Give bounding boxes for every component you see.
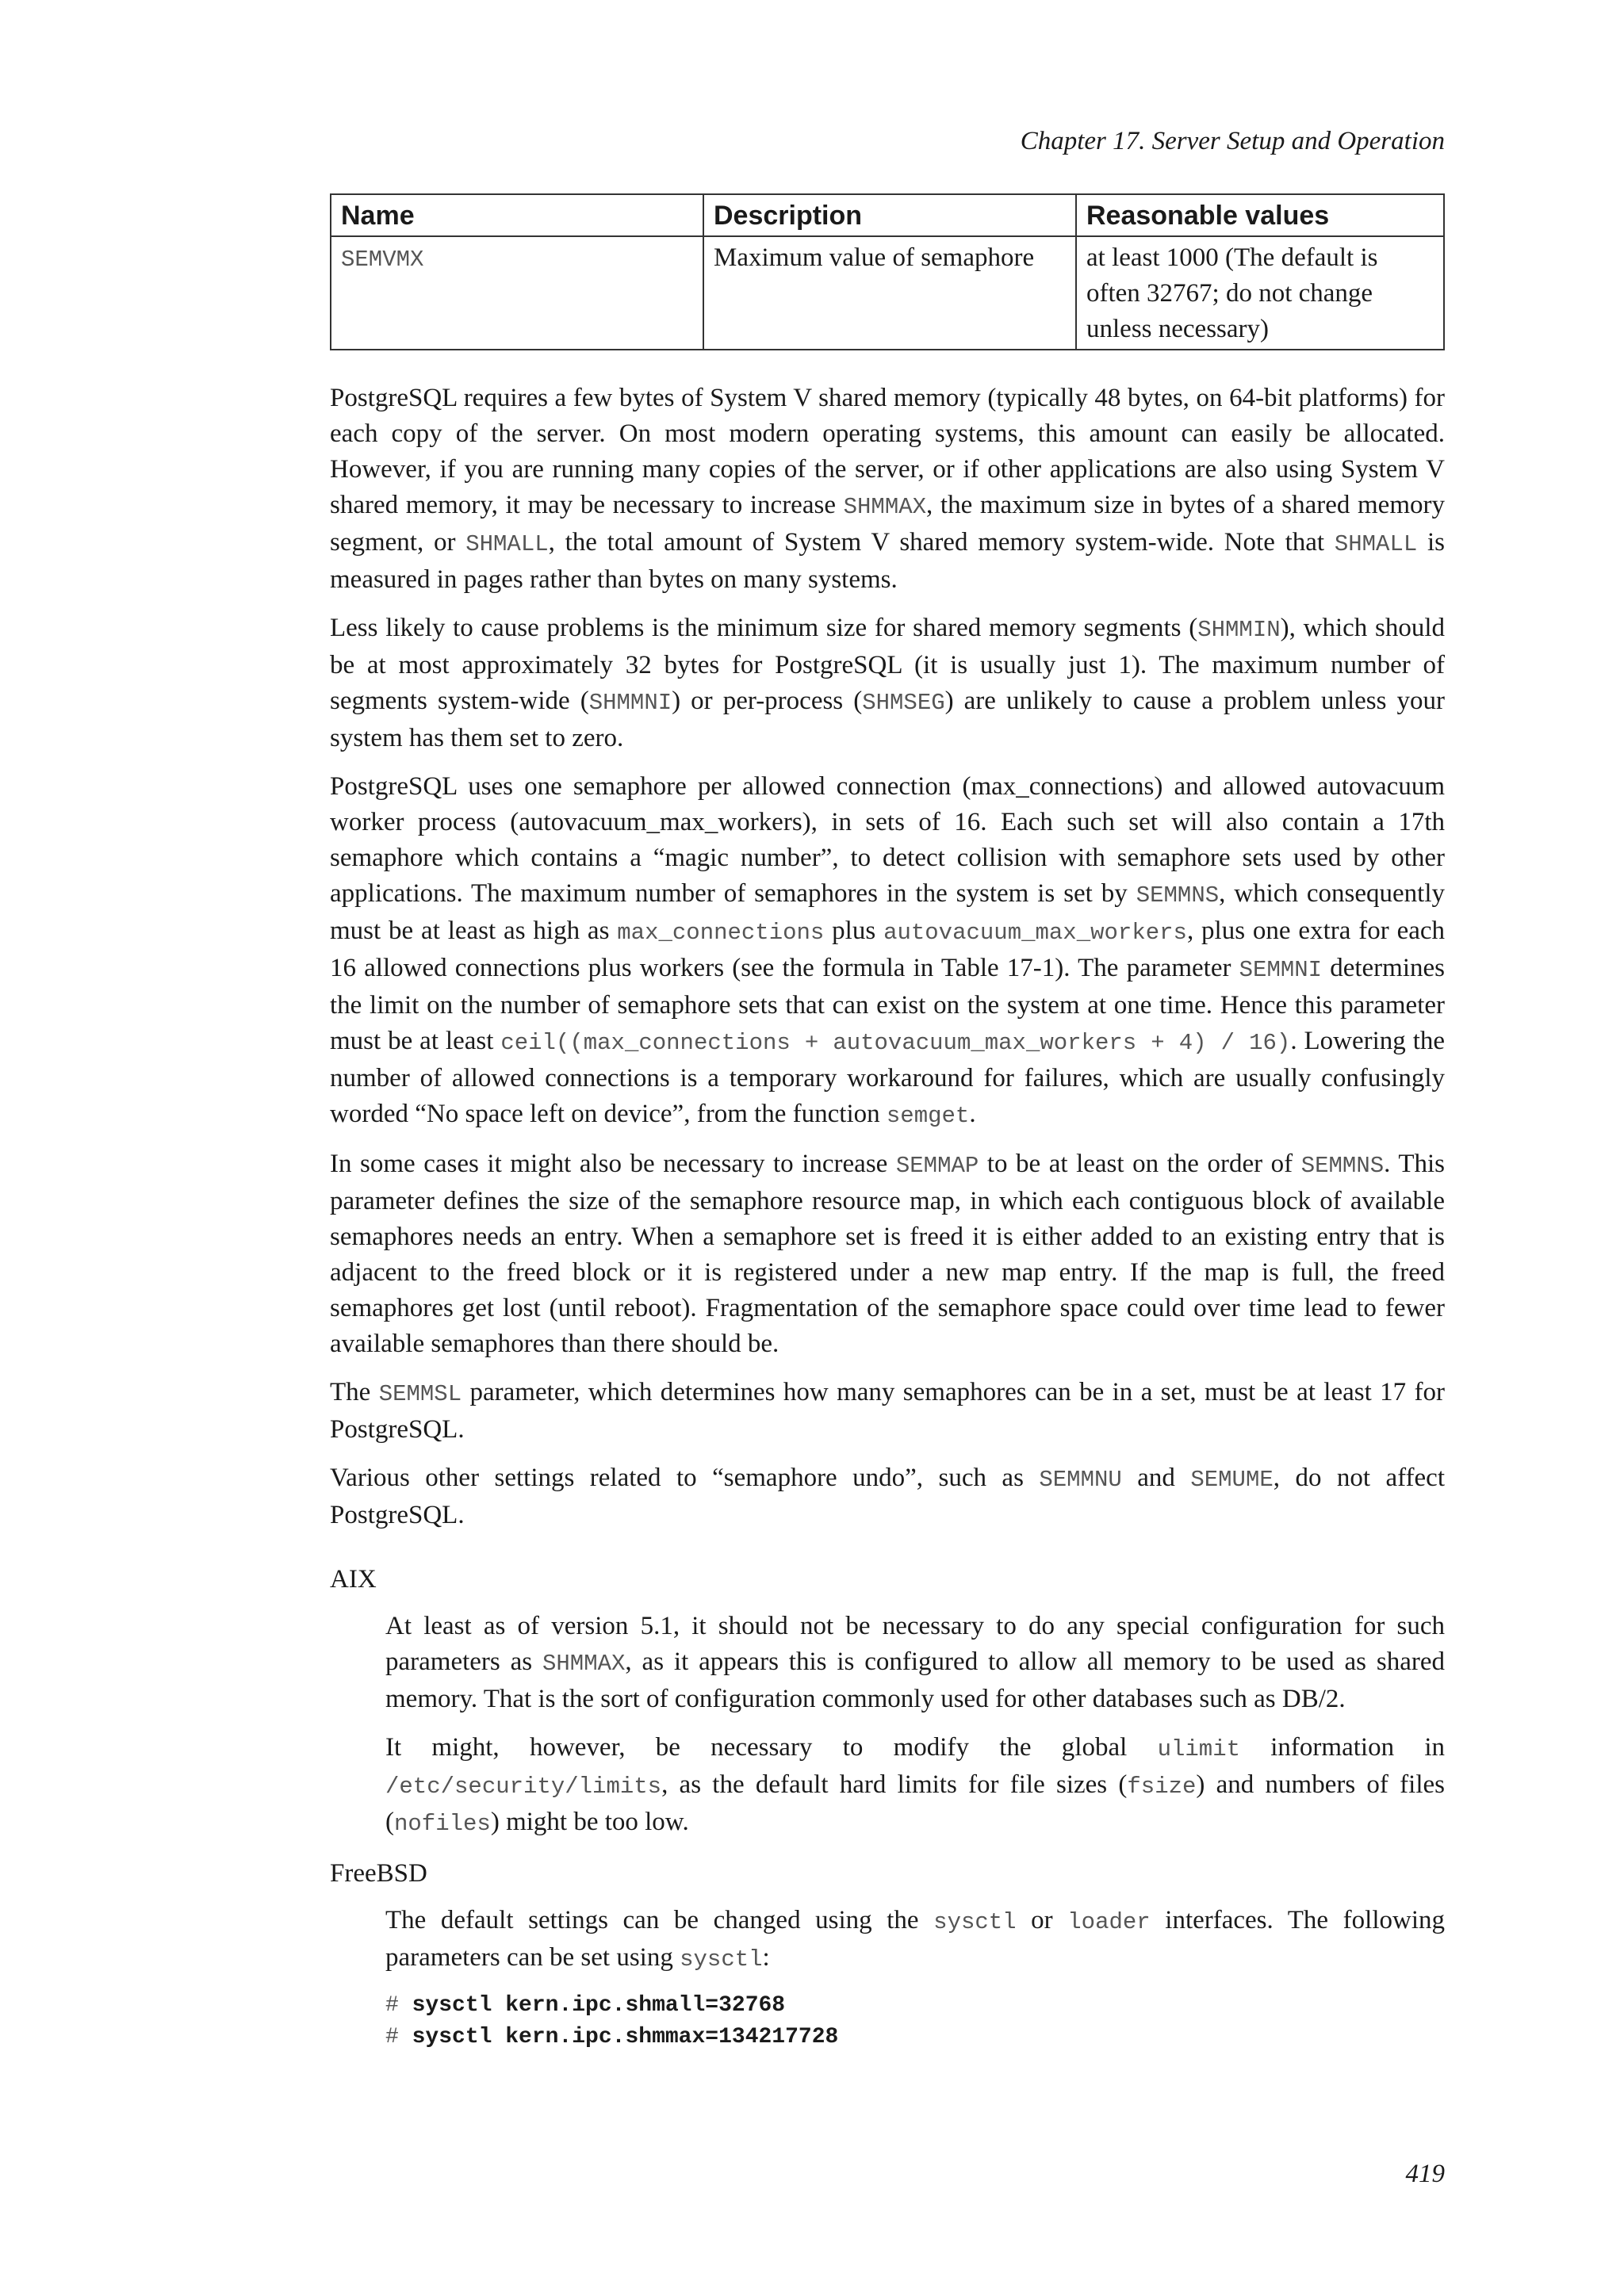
code-semmnu: SEMMNU bbox=[1039, 1467, 1122, 1493]
text-run: parameter, which determines how many semaphores can be in a set, must be at least 17 for PostgreSQL. bbox=[330, 1378, 1445, 1444]
text-run: plus bbox=[824, 916, 884, 945]
page-number: 419 bbox=[1405, 2160, 1445, 2188]
text-run: to be at least on the order of bbox=[979, 1150, 1301, 1178]
text-run: , as the default hard limits for file sizes ( bbox=[661, 1770, 1128, 1799]
column-header-reasonable-values: Reasonable values bbox=[1076, 194, 1444, 236]
code-semget: semget bbox=[886, 1103, 970, 1129]
code-semume: SEMUME bbox=[1190, 1467, 1274, 1493]
text-run: The bbox=[330, 1378, 379, 1406]
semaphore-parameters-table bbox=[330, 193, 1445, 350]
text-run: : bbox=[762, 1943, 770, 1972]
paragraph-semmsl bbox=[330, 1375, 1445, 1448]
code-nofiles: nofiles bbox=[394, 1811, 491, 1837]
text-run: or bbox=[1016, 1906, 1068, 1934]
code-shmmax: SHMMAX bbox=[542, 1651, 626, 1677]
code-sysctl: sysctl bbox=[680, 1946, 763, 1973]
text-run: At least as of version 5.1, it should not be necessary to do any special configuration for such parameters as bbox=[385, 1612, 1445, 1676]
table-cell-value: at least 1000 (The default is often 32767; do not change unless necessary) bbox=[1076, 236, 1444, 350]
code-line bbox=[385, 2022, 1445, 2053]
paragraph-aix-shmmax bbox=[385, 1609, 1445, 1717]
code-shmmin: SHMMIN bbox=[1197, 617, 1281, 643]
text-run: Various other settings related to “semaphore undo”, such as bbox=[330, 1464, 1040, 1492]
code-limits-path: /etc/security/limits bbox=[385, 1774, 662, 1800]
code-shmall: SHMALL bbox=[465, 531, 549, 557]
text-run: . bbox=[969, 1100, 976, 1128]
code-max-connections: max_connections bbox=[617, 920, 825, 946]
text-run: information in bbox=[1240, 1733, 1446, 1762]
text-run: ) or per-process ( bbox=[672, 687, 863, 715]
code-sysctl: sysctl bbox=[933, 1909, 1017, 1935]
shell-command: sysctl kern.ipc.shmmax=134217728 bbox=[412, 2025, 839, 2049]
paragraph-aix-ulimit bbox=[385, 1730, 1445, 1842]
code-autovacuum-max-workers: autovacuum_max_workers bbox=[883, 920, 1187, 946]
table-header-row bbox=[331, 194, 1444, 236]
column-header-name: Name bbox=[331, 194, 703, 236]
code-ulimit: ulimit bbox=[1157, 1736, 1240, 1762]
text-run: , plus one extra for each 16 allowed connections plus workers (see the formula in Table 17-1). The parameter bbox=[330, 916, 1446, 982]
text-run: interfaces. The following parameters can be set using bbox=[385, 1906, 1445, 1972]
parameter-name: SEMVMX bbox=[341, 247, 424, 273]
text-run: ), which should be at most approximately 32 bytes for PostgreSQL (it is usually just 1). The maximum number of segments system-wide ( bbox=[330, 614, 1445, 715]
code-line bbox=[385, 1990, 1445, 2022]
text-run: is measured in pages rather than bytes on many systems. bbox=[330, 528, 1446, 594]
text-run: and bbox=[1121, 1464, 1191, 1492]
paragraph-semaphore-undo bbox=[330, 1460, 1445, 1533]
code-semmns: SEMMNS bbox=[1136, 882, 1220, 909]
text-run: , as it appears this is configured to allow all memory to be used as shared memory. That is the sort of configuration commonly used for other databases such as DB/2. bbox=[385, 1647, 1445, 1713]
code-block bbox=[385, 1990, 1445, 2053]
aix-definition bbox=[385, 1609, 1445, 1842]
paragraph-shmmin bbox=[330, 610, 1445, 756]
code-semmni: SEMMNI bbox=[1239, 957, 1323, 983]
text-run: ) might be too low. bbox=[490, 1808, 689, 1836]
paragraph-semaphores bbox=[330, 769, 1445, 1134]
running-head: Chapter 17. Server Setup and Operation bbox=[1020, 127, 1445, 155]
code-semmns: SEMMNS bbox=[1300, 1153, 1385, 1179]
table-row bbox=[331, 236, 1444, 350]
paragraph-shared-memory bbox=[330, 381, 1445, 598]
text-run: , the total amount of System V shared memory system-wide. Note that bbox=[548, 528, 1335, 557]
paragraph-semmap bbox=[330, 1146, 1445, 1362]
text-run: determines the limit on the number of semaphore sets that can exist on the system at one time. Hence this parameter must be at least bbox=[330, 954, 1446, 1055]
code-shmall: SHMALL bbox=[1334, 531, 1418, 557]
text-run: ) and numbers of files ( bbox=[385, 1770, 1445, 1836]
text-run: PostgreSQL uses one semaphore per allowed connection (max_connections) and allowed autovacuum worker process (autovacuum_max_workers), in sets of 16. Each such set will also contain a 17th semaphore which contains a “magic number”, to detect collision with semaphore sets used by other applications. The maximum number of semaphores in the system is set by bbox=[330, 772, 1445, 908]
text-run: . This parameter defines the size of the semaphore resource map, in which each contiguous block of available semaphores needs an entry. When a semaphore set is freed it is either added to an existing entry that is adjacent to the freed block or it is registered under a new map entry. If the map is full, the freed semaphores get lost (until reboot). Fragmentation of the semaphore space could over time lead to fewer available semaphores than there should be. bbox=[330, 1150, 1445, 1358]
code-shmmax: SHMMAX bbox=[843, 494, 927, 520]
code-shmmni: SHMMNI bbox=[588, 690, 672, 716]
freebsd-definition bbox=[385, 1903, 1445, 1977]
code-semmsl: SEMMSL bbox=[378, 1381, 462, 1407]
text-run: . Lowering the number of allowed connections is a temporary workaround for failures, which are usually confusingly worded “No space left on device”, from the function bbox=[330, 1027, 1446, 1128]
text-run: The default settings can be changed using the bbox=[385, 1906, 934, 1934]
table-cell-name bbox=[331, 236, 703, 350]
paragraph-freebsd-sysctl bbox=[385, 1903, 1445, 1977]
shell-prompt: # bbox=[385, 2025, 399, 2049]
body-text bbox=[330, 381, 1445, 2053]
column-header-description: Description bbox=[703, 194, 1076, 236]
code-ceil-formula: ceil((max_connections + autovacuum_max_workers + 4) / 16) bbox=[500, 1030, 1291, 1056]
text-run: , the maximum size in bytes of a shared memory segment, or bbox=[330, 491, 1445, 557]
code-loader: loader bbox=[1067, 1909, 1151, 1935]
text-run: , do not affect PostgreSQL. bbox=[330, 1464, 1445, 1529]
text-run: Less likely to cause problems is the minimum size for shared memory segments ( bbox=[330, 614, 1198, 642]
shell-prompt: # bbox=[385, 1993, 399, 2018]
text-run: , which consequently must be at least as high as bbox=[330, 879, 1445, 945]
term-aix: AIX bbox=[330, 1565, 377, 1594]
code-shmseg: SHMSEG bbox=[862, 690, 945, 716]
text-run: It might, however, be necessary to modify the global bbox=[385, 1733, 1158, 1762]
table-cell-description: Maximum value of semaphore bbox=[703, 236, 1076, 350]
term-freebsd: FreeBSD bbox=[330, 1859, 427, 1888]
shell-command: sysctl kern.ipc.shmall=32768 bbox=[412, 1993, 786, 2018]
code-semmap: SEMMAP bbox=[895, 1153, 979, 1179]
text-run: ) are unlikely to cause a problem unless your system has them set to zero. bbox=[330, 687, 1446, 752]
text-run: In some cases it might also be necessary to increase bbox=[330, 1150, 896, 1178]
text-run: PostgreSQL requires a few bytes of System V shared memory (typically 48 bytes, on 64-bit platforms) for each copy of the server. On most modern operating systems, this amount can easily be allocated. However, if you are running many copies of the server, or if other applications are also using System V shared memory, it may be necessary to increase bbox=[330, 384, 1445, 519]
code-fsize: fsize bbox=[1127, 1774, 1197, 1800]
